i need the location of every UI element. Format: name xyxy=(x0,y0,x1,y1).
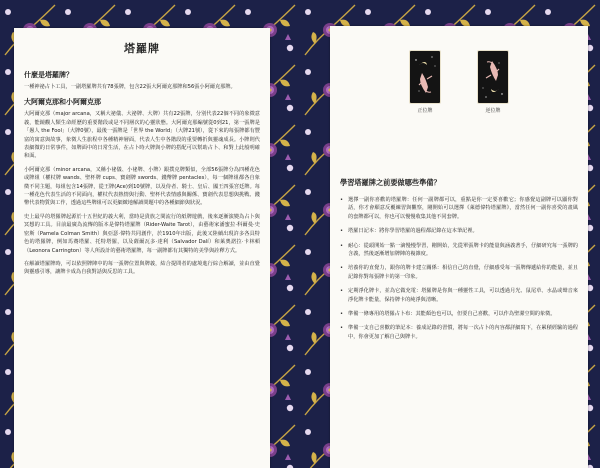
reversed-card-figure xyxy=(470,50,516,114)
upright-card-caption: 正位牌 xyxy=(417,108,433,114)
section-heading-preparation: 學習塔羅牌之前要做哪些準備？ xyxy=(340,178,441,187)
bullet-icon: • xyxy=(340,311,344,318)
paragraph: 小阿爾克那（minor arcana，又稱小祕儀、小祕牌、小牌）跟撲克牌類似，全部56張牌分為四種花色或牌組（權杖牌 wands、聖杯牌 cups、寶劍牌 swords、錢幣牌 pentacles），每一個牌組都各自象徵不同主題，每組包含14張牌，從王牌(Ace)到10號牌，以及侍者、騎士、皇后、國王四張宮廷牌。每一種花色代表生活的不同面向，權杖代表熱情與行動、聖杯代表情感與關係、寶劍代表思想與挑戰、錢幣代表物質與工作，透過這些牌組可以更細緻地解讀問題中的各種細節與狀況。 xyxy=(24,166,260,207)
bullet-item xyxy=(340,242,578,259)
paragraph: 大阿爾克那（major arcana，又稱大祕儀、大祕牌、大牌）共有22張牌，分別代表22個不同的象徵意義，能鏡觀人類生命經歷的重要階段或是不同層次的心靈狀態。大阿爾克那編號從0到21，第一張牌是「愚人 the Fool」（大牌0號），最後一張牌是「世界 the World」（大牌21號），從下來的每張牌都有豐富的寓意與故事，象徵人生旅程中各種精神層面，代表人生中各階段的重要轉折與靈魂成長。小牌則代表細微的日常事件，如牌面中的日常生活，在占卜時大牌與小牌的搭配可以幫助占卜、和對上此般明確和面。 xyxy=(24,111,260,160)
bullet-item xyxy=(340,324,578,341)
tarot-card-examples xyxy=(340,50,578,114)
paragraph: 一種神祕占卜工具，一副塔羅牌共有78張牌，包含22張大阿爾克那牌和56張小阿爾克那牌。 xyxy=(24,84,236,90)
left-page xyxy=(14,28,270,468)
bullet-item xyxy=(340,264,578,281)
paragraph: 史上最早的塔羅牌起源於十五世紀的義大利，當時是貴族之間流行的紙牌遊戲，後來逐漸演變為占卜與冥想的工具。目前最廣為流傳的版本是偉特塔羅牌（Rider-Waite Tarot），由藝術家潘蜜拉·科爾曼·史密斯（Pamela Colman Smith）與亞瑟·偉特共同創作，於1910年出版，此後又陸續出現許多各具特色的塔羅牌，例如馬賽塔羅、托特塔羅，以及薩爾瓦多·達利（Salvador Dalí）和萊奧諾拉·卡林頓（Leonora Carrington）等人所設計的藝術塔羅牌，每一副牌都有其獨特的美學與詮釋方式。 xyxy=(24,213,260,254)
bullet-item xyxy=(340,310,578,318)
bullet-text: 定期淨化牌卡，並為它做充電：塔羅牌是你與一種靈性工具，可以透過月光、鼠尾草、水晶或聲音來淨化牌卡能量，保持牌卡的純淨與清晰。 xyxy=(348,288,578,303)
bullet-icon: • xyxy=(340,265,344,272)
bullet-icon: • xyxy=(340,242,344,249)
bullet-text: 耐心：從頭開始一點一滴慢慢學習，剛開始，先從單張牌卡的能量與涵義著手，仔細研究每一張牌的含義，然後逐漸增加牌陣的複雜度。 xyxy=(348,242,578,258)
section-heading-arcana: 大阿爾克那和小阿爾克那 xyxy=(24,98,101,107)
paragraph: 在解讀塔羅牌時，可以依照牌陣中的每一張牌位置與牌義，結合提問者的處境進行綜合解讀，並由直覺與靈感引導，讓牌卡成為自我對話與反思的工具。 xyxy=(24,260,260,276)
bullet-item xyxy=(340,227,578,235)
right-page xyxy=(330,26,588,468)
bullet-icon: • xyxy=(340,288,344,295)
bullet-text: 塔羅日記本：將你學習塔羅的過程都記錄在這本筆記裡。 xyxy=(348,228,478,235)
upright-card-figure xyxy=(402,50,448,114)
bullet-text: 培養你的直覺力，跟你的牌卡建立關係：相信自己的直覺，仔細感受每一張牌傳遞給你的能量，並且記錄你對每張牌卡的第一印象。 xyxy=(348,265,578,280)
section-heading-what-is-tarot: 什麼是塔羅牌？ xyxy=(24,71,73,79)
bullet-icon: • xyxy=(340,325,344,332)
bullet-item xyxy=(340,196,578,221)
page-title: 塔羅牌 xyxy=(124,42,160,55)
bullet-text: 準備一條專用的塔羅占卜布：其能顏色也可以，但要自己喜歡，可以作為聖潔空間的象徵。 xyxy=(348,311,556,318)
reversed-card-image xyxy=(477,50,509,104)
bullet-text: 準備一支自己喜歡的筆記本：養成記錄的習慣，將每一次占卜的內容都詳細寫下，在累積經驗的過程中，你會更加了解自己與牌卡。 xyxy=(348,325,578,340)
bullet-item xyxy=(340,287,578,304)
bullet-icon: • xyxy=(340,228,344,235)
reversed-card-caption: 逆位牌 xyxy=(485,108,501,114)
upright-card-image xyxy=(409,50,441,104)
bullet-icon: • xyxy=(340,197,344,203)
bullet-text: 選擇一副你喜歡的塔羅牌：任何一副牌都可以，重點是你一定要喜歡它；你感覺這副牌可以顯你對話，你才會願意反覆練習與觀察，剛開始可以選擇《萊德偉特塔羅牌》，當然任何一副你喜愛的畫風的套牌都可以，你也可以慢慢收集其他不同套牌。 xyxy=(348,197,578,220)
